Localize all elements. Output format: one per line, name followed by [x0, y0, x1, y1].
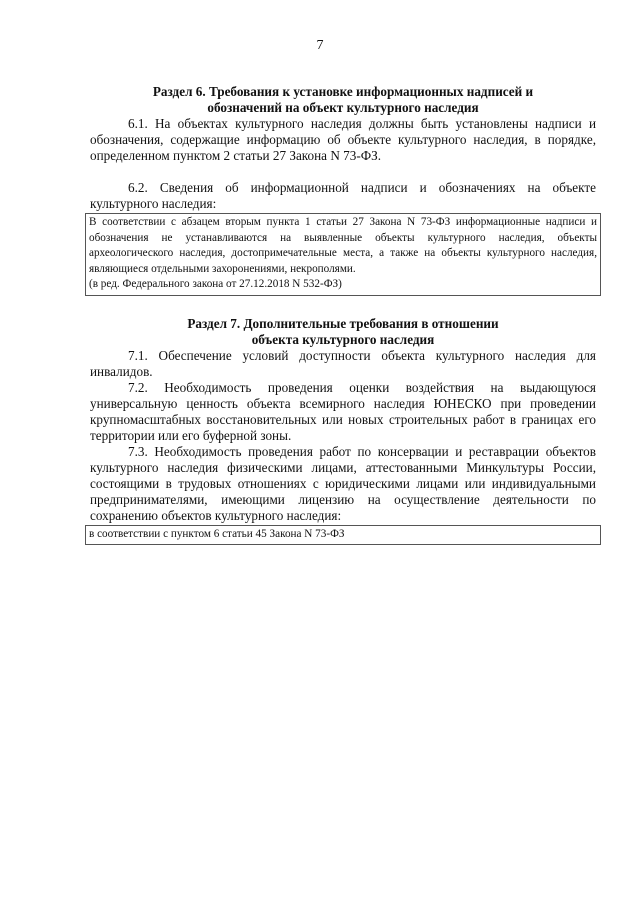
- section-6-title-line1: Раздел 6. Требования к установке информационных надписей и: [152, 84, 534, 99]
- paragraph-7-2: 7.2. Необходимость проведения оценки воздействия на выдающуюся универсальную ценность объекта всемирного наследия ЮНЕСКО при проведении крупномасштабных восстановительных или новых строительных работ в границах его территории или его буферной зоны.: [90, 379, 596, 443]
- section-6-title-line2: обозначений на объект культурного наследия: [207, 100, 479, 115]
- paragraph-6-2: 6.2. Сведения об информационной надписи и обозначениях на объекте культурного наследия:: [90, 180, 596, 211]
- section-7-title-line2: объекта культурного наследия: [251, 331, 435, 347]
- section-7-note-text: в соответствии с пунктом 6 статьи 45 Закона N 73-ФЗ: [89, 527, 345, 540]
- section-7: [90, 316, 596, 546]
- section-7-title: [90, 316, 596, 348]
- paragraph-6-1: 6.1. На объектах культурного наследия должны быть установлены надписи и обозначения, содержащие информацию об объекте культурного наследия, в порядке, определенном пунктом 2 статьи 27 Закона N 73-ФЗ.: [90, 116, 596, 163]
- section-7-title-line1: Раздел 7. Дополнительные требования в отношении: [187, 315, 499, 331]
- section-6-note-reference: (в ред. Федерального закона от 27.12.2018 N 532-ФЗ): [89, 278, 342, 290]
- section-7-note-box: [85, 525, 601, 546]
- section-6: [90, 84, 596, 296]
- section-6-note-box: [85, 213, 601, 296]
- page-number: 7: [316, 38, 324, 53]
- document-body: [90, 84, 596, 545]
- section-6-title: [90, 84, 596, 116]
- paragraph-7-3: 7.3. Необходимость проведения работ по консервации и реставрации объектов культурного наследия физическими лицами, аттестованными Минкультуры России, состоящими в трудовых отношениях с юридическими лицами или индивидуальными предпринимателями, имеющими лицензию на осуществление деятельности по сохранению объектов культурного наследия:: [90, 443, 596, 523]
- section-6-note-text: В соответствии с абзацем вторым пункта 1 статьи 27 Закона N 73-ФЗ информационные надписи и обозначения не устанавливаются на выявленные объекты культурного наследия, объекты археологического наследия, достопримечательные места, а также на объекты культурного наследия, являющиеся отдельными захоронениями, некрополями.: [89, 216, 597, 275]
- paragraph-7-1: 7.1. Обеспечение условий доступности объекта культурного наследия для инвалидов.: [90, 347, 596, 379]
